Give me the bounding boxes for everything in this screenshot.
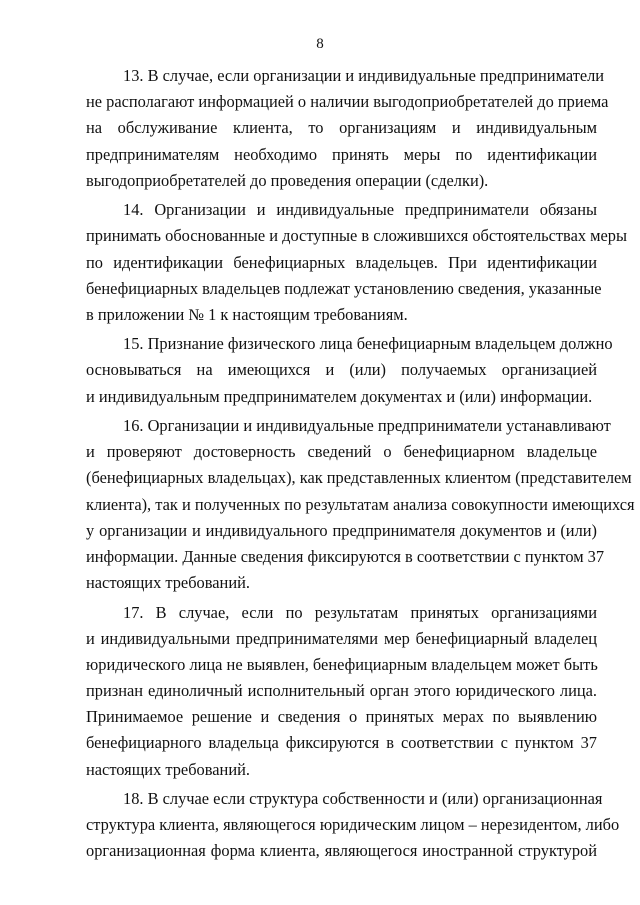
text-line: бенефициарного владельца фиксируются в соответствии с пунктом 37 (86, 733, 597, 753)
text-line: клиента), так и полученных по результатам анализа совокупности имеющихся (86, 494, 635, 514)
text-line: 13. В случае, если организации и индивидуальные предприниматели (123, 66, 605, 85)
paragraph (86, 331, 613, 410)
text-line: 15. Признание физического лица бенефициарным владельцем должно (123, 334, 613, 354)
text-line: настоящих требований. (86, 759, 250, 779)
text-line: структура клиента, являющегося юридическим лицом – нерезидентом, либо (86, 815, 620, 835)
text-line: настоящих требований. (86, 573, 250, 593)
text-line: организационная форма клиента, являющегося иностранной структурой (86, 841, 597, 861)
text-line: у организации и индивидуального предпринимателя документов и (или) (86, 520, 597, 540)
text-line: Принимаемое решение и сведения о принятых мерах по выявлению (86, 707, 597, 727)
text-line: предпринимателям необходимо принять меры по идентификации (86, 144, 597, 164)
text-line: бенефициарных владельцев подлежат установлению сведения, указанные (86, 278, 602, 298)
text-line: юридического лица не выявлен, бенефициарным владельцем может быть (86, 654, 598, 674)
text-line: и проверяют достоверность сведений о бенефициарном владельце (86, 442, 597, 462)
text-line: и индивидуальными предпринимателями мер бенефициарный владелец (86, 628, 597, 648)
text-line: 16. Организации и индивидуальные предприниматели устанавливают (123, 416, 611, 435)
text-line: в приложении № 1 к настоящим требованиям. (86, 304, 408, 324)
text-line: признан единоличный исполнительный орган этого юридического лица. (86, 681, 597, 701)
document-body (86, 63, 635, 865)
text-line: (бенефициарных владельцах), как представленных клиентом (представителем (86, 468, 632, 488)
page-number: 8 (316, 36, 324, 52)
text-line: информации. Данные сведения фиксируются в соответствии с пунктом 37 (86, 546, 605, 566)
paragraph (86, 786, 620, 865)
text-line: 18. В случае если структура собственности и (или) организационная (123, 789, 603, 808)
paragraph (86, 63, 609, 194)
text-line: по идентификации бенефициарных владельцев. При идентификации (86, 252, 597, 272)
text-line: и индивидуальным предпринимателем документах и (или) информации. (86, 386, 593, 406)
text-line: 14. Организации и индивидуальные предприниматели обязаны (123, 200, 597, 220)
text-line: на обслуживание клиента, то организациям и индивидуальным (86, 118, 597, 138)
paragraph (86, 413, 635, 596)
text-line: принимать обоснованные и доступные в сложившихся обстоятельствах меры (86, 226, 627, 246)
text-line: 17. В случае, если по результатам принятых организациями (123, 602, 597, 622)
text-line: основываться на имеющихся и (или) получаемых организацией (86, 360, 597, 380)
text-line: выгодоприобретателей до проведения операции (сделки). (86, 170, 489, 190)
paragraph (86, 197, 627, 328)
text-line: не располагают информацией о наличии выгодоприобретателей до приема (86, 92, 609, 112)
paragraph (86, 600, 597, 783)
